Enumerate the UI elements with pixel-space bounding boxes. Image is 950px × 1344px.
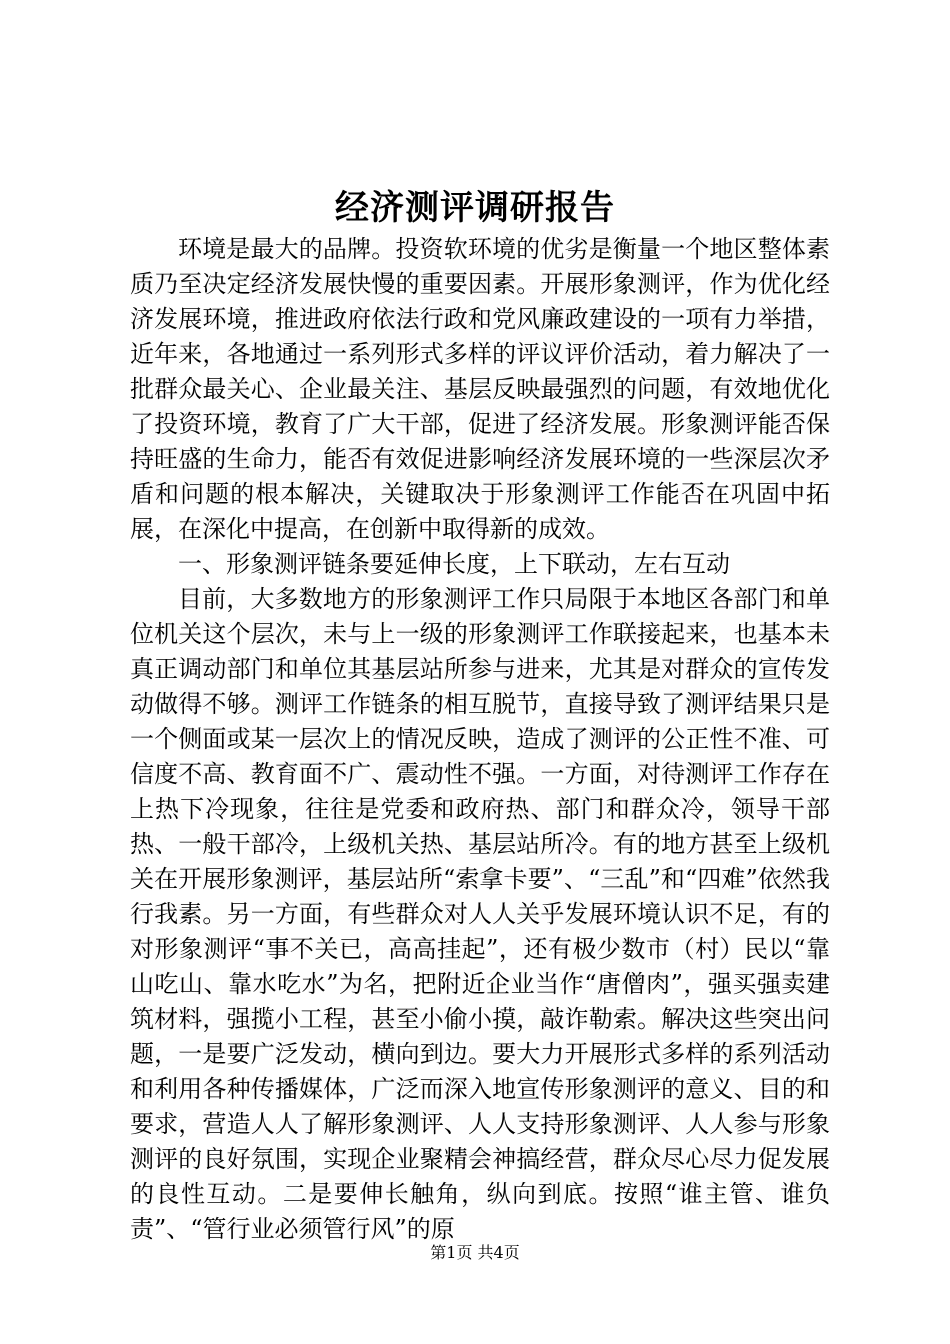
- page-footer: 第1页 共4页: [430, 1243, 520, 1262]
- paragraph-intro: 环境是最大的品牌。投资软环境的优劣是衡量一个地区整体素质乃至决定经济发展快慢的重要因素。开展形象测评，作为优化经济发展环境，推进政府依法行政和党风廉政建设的一项有力举措，近年来，各地通过一系列形式多样的评议评价活动，着力解决了一批群众最关心、企业最关注、基层反映最强烈的问题，有效地优化了投资环境，教育了广大干部，促进了经济发展。形象测评能否保持旺盛的生命力，能否有效促进影响经济发展环境的一些深层次矛盾和问题的根本解决，关键取决于形象测评工作能否在巩固中拓展，在深化中提高，在创新中取得新的成效。: [130, 235, 830, 543]
- paragraph-section-1: 目前，大多数地方的形象测评工作只局限于本地区各部门和单位机关这个层次，未与上一级的形象测评工作联接起来，也基本未真正调动部门和单位其基层站所参与进来，尤其是对群众的宣传发动做得不够。测评工作链条的相互脱节，直接导致了测评结果只是一个侧面或某一层次上的情况反映，造成了测评的公正性不准、可信度不高、教育面不广、震动性不强。一方面，对待测评工作存在上热下冷现象，往往是党委和政府热、部门和群众冷，领导干部热、一般干部冷，上级机关热、基层站所冷。有的地方甚至上级机关在开展形象测评，基层站所“索拿卡要”、“三乱”和“四难”依然我行我素。另一方面，有些群众对人人关乎发展环境认识不足，有的对形象测评“事不关已，高高挂起”，还有极少数市（村）民以“靠山吃山、靠水吃水”为名，把附近企业当作“唐僧肉”，强买强卖建筑材料，强揽小工程，甚至小偷小摸，敲诈勒索。解决这些突出问题，一是要广泛发动，横向到边。要大力开展形式多样的系列活动和利用各种传播媒体，广泛而深入地宣传形象测评的意义、目的和要求，营造人人了解形象测评、人人支持形象测评、人人参与形象测评的良好氛围，实现企业聚精会神搞经营，群众尽心尽力促发展的良性互动。二是要伸长触角，纵向到底。按照“谁主管、谁负责”、“管行业必须管行风”的原: [130, 585, 830, 1243]
- document-title: 经济测评调研报告: [335, 188, 615, 228]
- section-heading-1: 一、形象测评链条要延伸长度，上下联动，左右互动: [178, 550, 730, 578]
- document-body: [130, 232, 830, 1247]
